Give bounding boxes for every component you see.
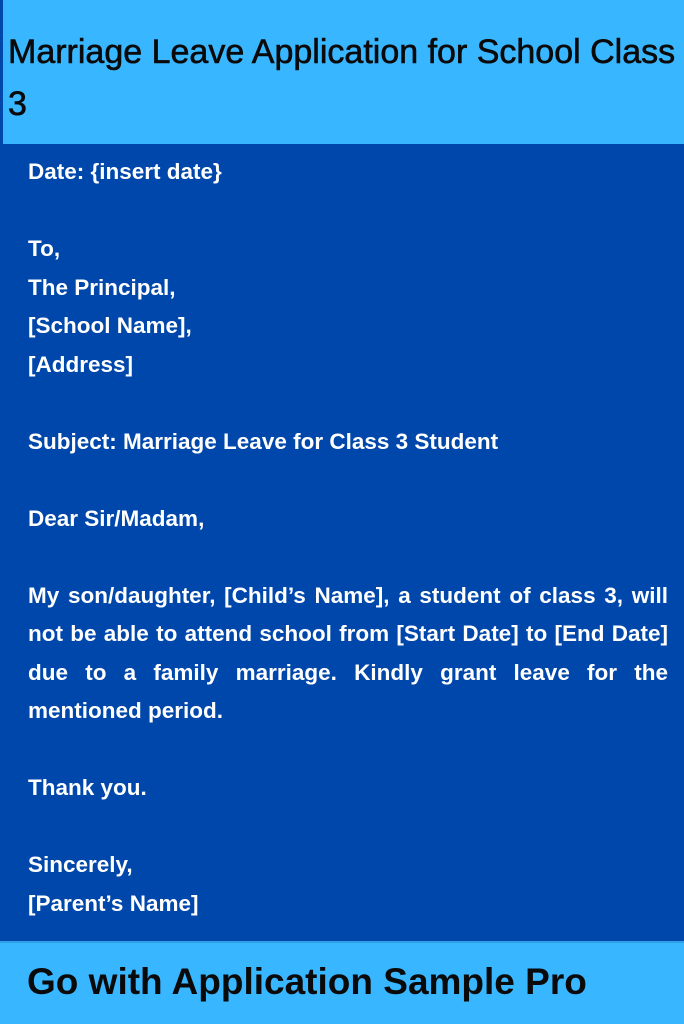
- letter-thanks: Thank you.: [28, 775, 147, 800]
- letter-school-name: [School Name],: [28, 313, 192, 338]
- letter-paragraph: My son/daughter, [Child’s Name], a student of class 3, will not be able to attend school from [Start Date] to [End Date] due to a family marriage. Kindly grant leave for the mentioned period.: [28, 582, 668, 723]
- letter-recipient: The Principal,: [28, 274, 176, 300]
- letter-to: To,: [28, 236, 61, 261]
- letter-address: [Address]: [28, 351, 134, 377]
- footer-banner: [0, 941, 684, 1024]
- letter-date: Date: {insert date}: [28, 159, 222, 184]
- letter-body: [28, 153, 668, 923]
- letter-signature: [Parent’s Name]: [28, 890, 199, 916]
- letter-subject: Subject: Marriage Leave for Class 3 Student: [28, 428, 499, 454]
- spacer: [28, 461, 668, 500]
- spacer: [28, 731, 668, 770]
- spacer: [28, 808, 668, 847]
- page-title: Marriage Leave Application for School Class 3: [8, 33, 676, 123]
- letter-greeting: Dear Sir/Madam,: [28, 505, 205, 531]
- spacer: [28, 192, 668, 231]
- footer-tagline: Go with Application Sample Pro: [27, 961, 587, 1002]
- spacer: [28, 384, 668, 423]
- letter-closing: Sincerely,: [28, 852, 133, 877]
- spacer: [28, 538, 668, 577]
- title-banner: [0, 0, 684, 144]
